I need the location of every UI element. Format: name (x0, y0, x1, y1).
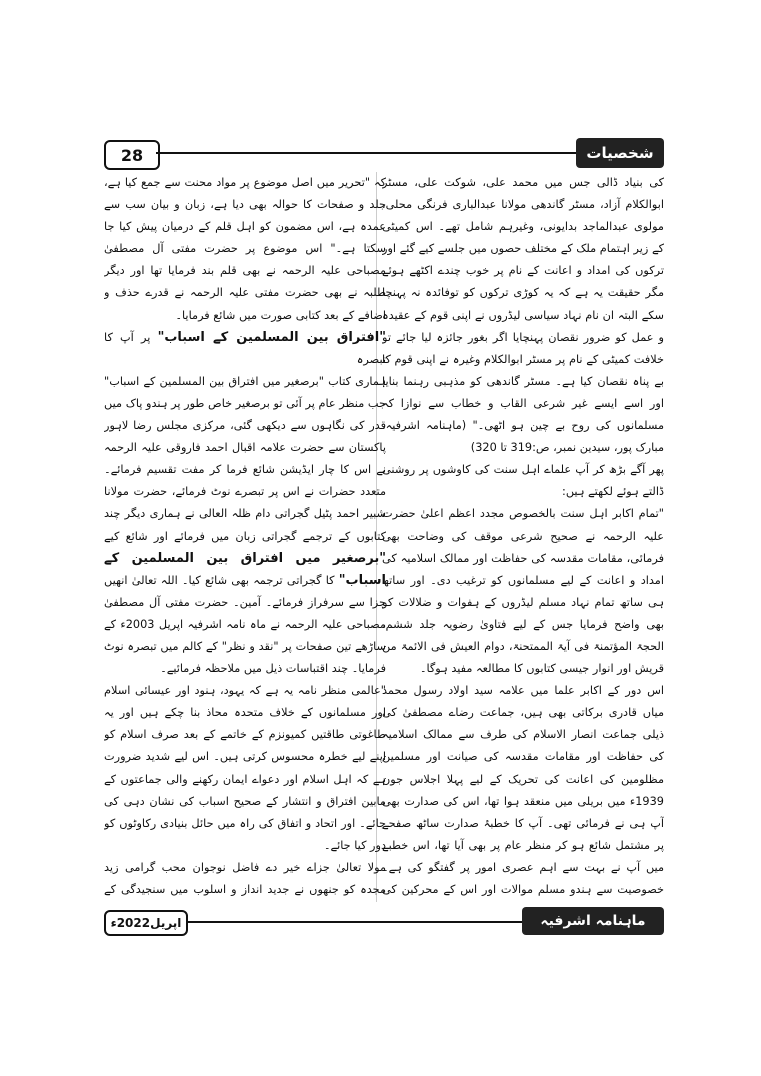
paragraph: مولا تعالیٰ جزاے خیر دے فاضل نوجوان محب گرامی زید مجدہ کو جنھوں نے جدید انداز و اسلوب میں سنجیدگی کے (104, 860, 386, 896)
quote-paragraph: "تمام اکابر اہل سنت بالخصوص مجدد اعظم اعلیٰ حضرت علیہ الرحمہ نے صحیح شرعی موقف کی وضاحت بھی فرمائی، مقامات مقدسہ کی حفاظت اور ممالک اسلامیہ کی امداد و اعانت کے لیے مسلمانوں کو ترغیب دی۔ اور ساتھ ہی ساتھ تمام نہاد مسلم لیڈروں کے ہفوات و ضلالات کو بھی واضح فرمایا جس کے لیے فتاویٰ رضویہ جلد ششم، الحجۃ المؤتمنۃ فی آیۃ الممتحنۃ، دوام العیش فی الائمۃ من قریش اور انوار جیسی کتابوں کا مطالعہ مفید ہوگا۔ (382, 507, 664, 676)
title-suffix: پر آپ کا تبصرہ (104, 330, 386, 366)
paragraph: کی بنیاد ڈالی جس میں محمد علی، شوکت علی، مسٹر ابوالکلام آزاد، مسٹر گاندھی مولانا عبدالباری فرنگی محلی، مولوی عبدالماجد بدایونی، وغیرہم شامل تھے۔ اس کمیٹی کے زیر اہتمام ملک کے مختلف حصوں میں جلسے کیے گئے اور ترکوں کی امداد و اعانت کے نام پر خوب چندے اکٹھے ہوئے مگر حقیقت یہ ہے کہ یہ کوڑی ترکوں کو توفائدہ نہ پہنچا سکے البتہ ان نام نہاد سیاسی لیڈروں نے اپنی قوم کے عقیدہ و عمل کو ضرور نقصان پہنچایا اگر بغور جائزہ لیا جائے تو خلافت کمیٹی کے نام پر مسٹر ابوالکلام وغیرہ نے اپنی قوم کا بے پناہ نقصان کیا ہے۔ مسٹر گاندھی کو مذہبی رہنما بنایا اور اسے ایسے غیر شرعی القاب و خطاب سے نوازا کہ مسلمانوں کی روح بے چین ہو اٹھی۔" (ماہنامہ اشرفیہ، مبارک پور، سیدین نمبر، ص:319 تا 320) (382, 176, 664, 455)
footer-divider (186, 921, 522, 923)
section-title: شخصیات (576, 138, 664, 168)
title-line (104, 327, 386, 371)
left-column (104, 172, 386, 902)
quote-paragraph: "عالمی منظر نامہ یہ ہے کہ یہود، ہنود اور عیسائی اسلام اور مسلمانوں کے خلاف متحدہ محاذ بنا چکے ہیں اور یہ طاغوتی طاقتیں کمیونزم کے خاتمے کے بعد صرف اسلام کو اپنے لیے خطرہ محسوس کرتی ہیں۔ اس لیے شدید ضرورت ہے کہ اہل اسلام اور دعواے ایمان رکھنے والی جماعتوں کے مابین افتراق و انتشار کے صحیح اسباب کی نشان دہی کی جائے۔ اور اتحاد و اتفاق کی راہ میں حائل بنیادی رکاوٹوں کو دور کیا جائے۔ (104, 684, 386, 852)
paragraph-text: ہماری کتاب "برصغیر میں افتراق بین المسلمین کے اسباب" جب منظر عام پر آئی تو برصغیر خاص طور پر ہندو پاک میں قدر کی نگاہوں سے دیکھی گئی، مرکزی مجلس رضا لاہور پاکستان سے حضرت علامہ اقبال احمد فاروقی علیہ الرحمہ نے اس کا چار ایڈیشن شائع فرما کر مفت تقسیم فرمائے۔ متعدد حضرات نے اس پر تبصرے نوٹ فرمائے، حضرت مولانا شبیر احمد پٹیل گجراتی دام ظلہ العالی نے ہماری دیگر چند کتابوں کے ترجمے گجراتی زبان میں فرمائے اور شائع کیے (104, 374, 386, 543)
book-title: "افتراق بین المسلمین کے اسباب" (157, 329, 386, 345)
header-divider (156, 152, 576, 154)
right-column (382, 172, 664, 902)
issue-date: اپریل2022ء (104, 910, 188, 936)
paragraph: پھر آگے بڑھ کر آپ علماے اہل سنت کی کاوشوں پر روشنی ڈالتے ہوئے لکھتے ہیں: (382, 463, 664, 499)
paragraph: اس دور کے اکابر علما میں علامہ سید اولاد رسول محمد میاں قادری برکاتی بھی ہیں، جماعت رضاے مصطفیٰ کی ذیلی جماعت انصار الاسلام کی طرف سے ممالک اسلامیہ کی حفاظت اور مقامات مقدسہ کی صیانت اور مسلمین مظلومین کی اعانت کی تحریک کے لیے پہلا اجلاس جون 1939ء میں بریلی میں منعقد ہوا تھا، اس کی صدارت بھی آپ ہی نے فرمائی تھی۔ آپ کا خطبۂ صدارت ساٹھ صفحے پر مشتمل شائع ہو کر منظر عام پر بھی آیا تھا، اس خطبے میں آپ نے بہت سے اہم عصری امور پر گفتگو کی ہے۔ خصوصیت سے ہندو مسلم موالات اور اس کے محرکین کی (382, 684, 664, 896)
paragraph: کہ "تحریر میں اصل موضوع پر مواد محنت سے جمع کیا ہے، جلد و صفحات کا حوالہ بھی دیا ہے، زبان و بیان سب سے عمدہ ہے، اس مضمون کو اہل قلم کے درمیان پیش کیا جا سکتا ہے۔" اس موضوع پر حضرت مفتی آل مصطفیٰ مصباحی علیہ الرحمہ نے بھی قلم بند فرمایا تھا اور دیگر طلبہ نے بھی حضرت مفتی علیہ الرحمہ نے قدرے حذف و اضافے کے بعد کتابی صورت میں شائع فرمایا۔ (104, 176, 386, 322)
page-number: 28 (104, 140, 160, 170)
magazine-name: ماہنامہ اشرفیہ (522, 907, 664, 935)
paragraph-text: کا گجراتی ترجمہ بھی شائع کیا۔ اللہ تعالیٰ انھیں جزا سے سرفراز فرمائے۔ آمین۔ حضرت مفتی آل مصطفیٰ مصباحی علیہ الرحمہ نے ماہ نامہ اشرفیہ اپریل 2003ء کے ساڑھے تین صفحات پر "نقد و نظر" کے کالم میں تبصرہ نوٹ فرمایا۔ چند اقتباسات ذیل میں ملاحظہ فرمائیے۔ (104, 573, 386, 676)
book-title-inline: "برصغیر میں افتراق بین المسلمین کے اسباب" (104, 550, 386, 588)
paragraph (104, 371, 386, 680)
